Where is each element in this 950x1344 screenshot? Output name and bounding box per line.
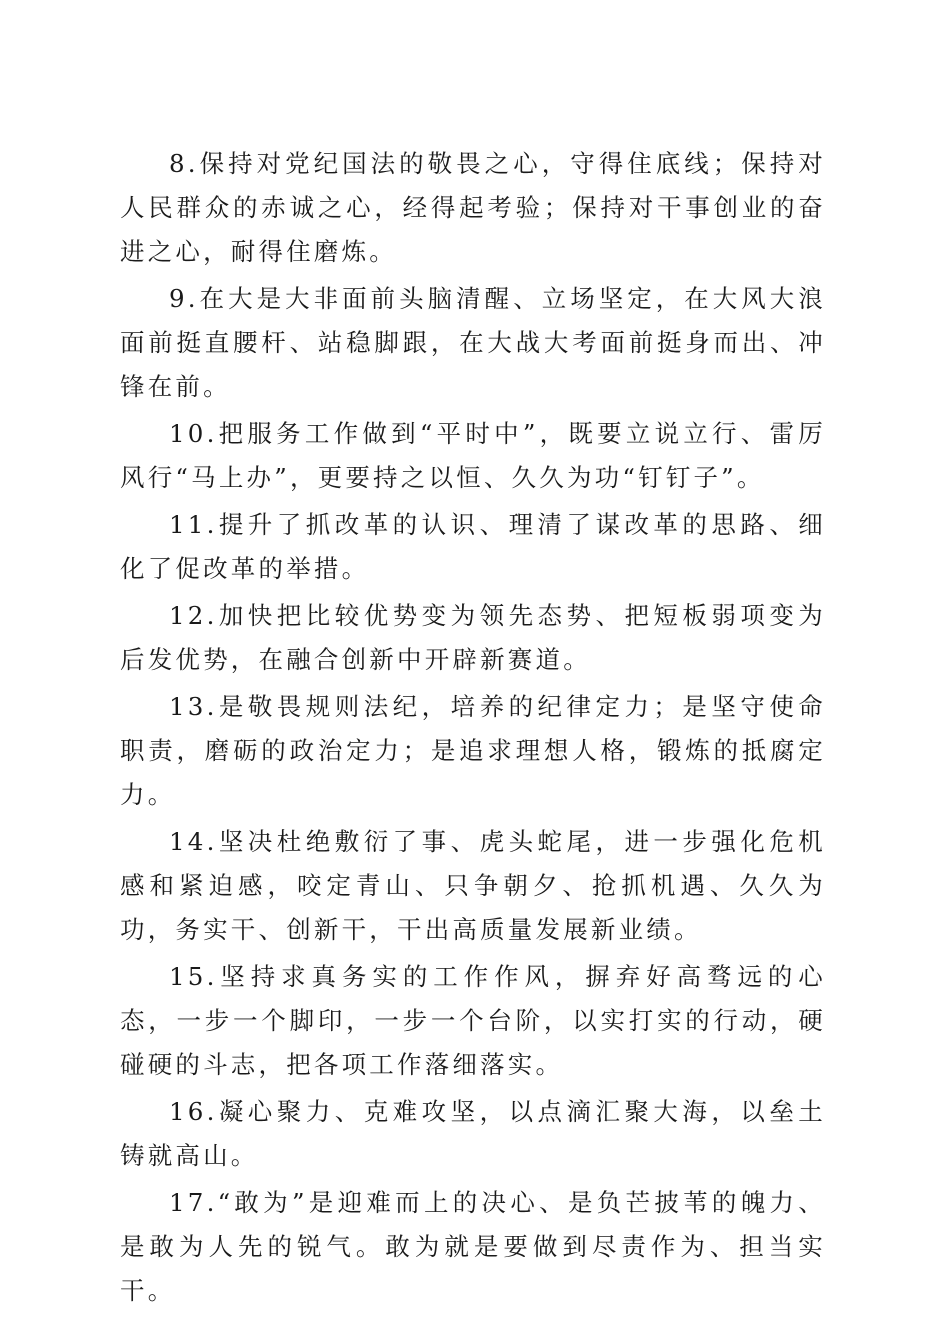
paragraph-15: 15.坚持求真务实的工作作风，摒弃好高骛远的心态，一步一个脚印，一步一个台阶，以实打实的行动，硬碰硬的斗志，把各项工作落细落实。 <box>120 962 826 1079</box>
paragraph-12: 12.加快把比较优势变为领先态势、把短板弱项变为后发优势，在融合创新中开辟新赛道。 <box>120 601 826 674</box>
paragraph-8: 8.保持对党纪国法的敬畏之心，守得住底线；保持对人民群众的赤诚之心，经得起考验；保持对干事创业的奋进之心，耐得住磨炼。 <box>120 149 826 266</box>
paragraph-13: 13.是敬畏规则法纪，培养的纪律定力；是坚守使命职责，磨砺的政治定力；是追求理想人格，锻炼的抵腐定力。 <box>120 692 826 809</box>
paragraph-17: 17.“敢为”是迎难而上的决心、是负芒披苇的魄力、是敢为人先的锐气。敢为就是要做到尽责作为、担当实干。 <box>120 1188 826 1305</box>
paragraph-11: 11.提升了抓改革的认识、理清了谋改革的思路、细化了促改革的举措。 <box>120 510 826 583</box>
paragraph-9: 9.在大是大非面前头脑清醒、立场坚定，在大风大浪面前挺直腰杆、站稳脚跟，在大战大考面前挺身而出、冲锋在前。 <box>120 284 826 401</box>
paragraph-16: 16.凝心聚力、克难攻坚，以点滴汇聚大海，以垒土铸就高山。 <box>120 1097 826 1170</box>
paragraph-14: 14.坚决杜绝敷衍了事、虎头蛇尾，进一步强化危机感和紧迫感，咬定青山、只争朝夕、抢抓机遇、久久为功，务实干、创新干，干出高质量发展新业绩。 <box>120 827 826 944</box>
document-body <box>120 142 826 1316</box>
paragraph-10: 10.把服务工作做到“平时中”，既要立说立行、雷厉风行“马上办”，更要持之以恒、久久为功“钉钉子”。 <box>120 419 826 492</box>
